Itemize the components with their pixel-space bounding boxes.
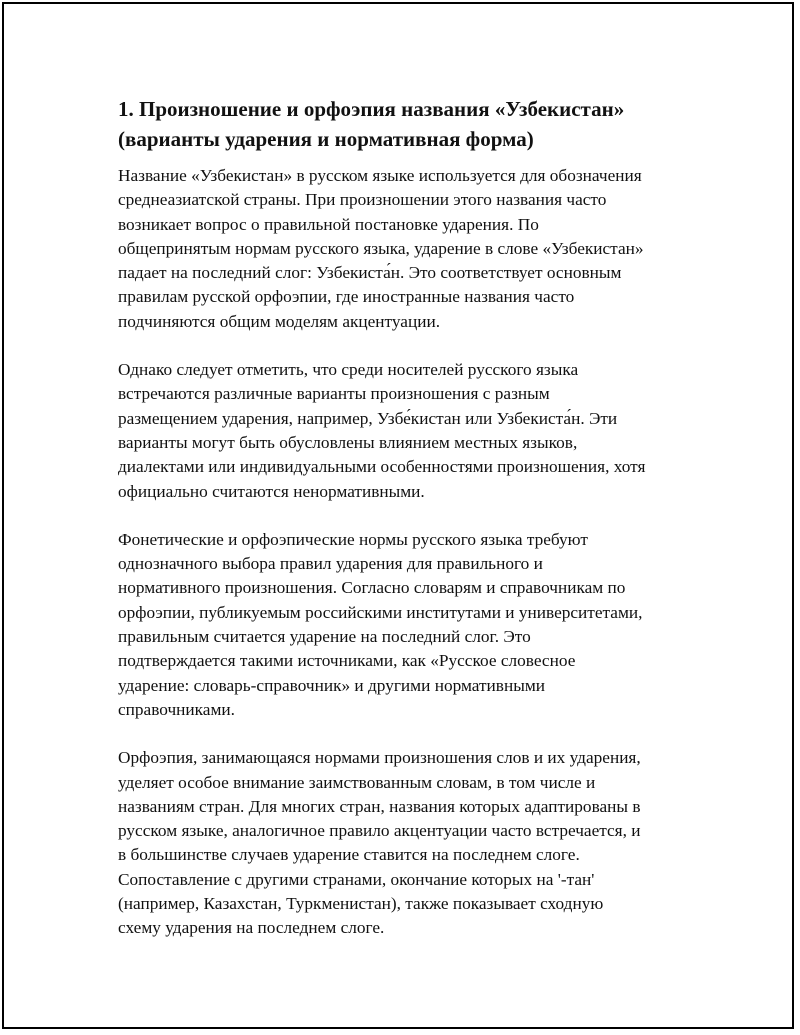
text-line: падает на последний слог: Узбекиста́н. Это соответствует основным — [118, 263, 622, 283]
text-line: в большинстве случаев ударение ставится на последнем слоге. — [118, 845, 580, 865]
heading-line: (варианты ударения и нормативная форма) — [118, 127, 534, 151]
section-heading — [118, 94, 698, 154]
paragraph-1 — [118, 164, 698, 334]
text-line: размещением ударения, например, Узбе́кистан или Узбекиста́н. Эти — [118, 408, 618, 428]
text-line: схему ударения на последнем слоге. — [118, 918, 385, 938]
document-body — [118, 94, 698, 965]
paragraph-3 — [118, 528, 698, 722]
text-line: русском языке, аналогичное правило акцентуации часто встречается, и — [118, 821, 641, 841]
text-line: Орфоэпия, занимающаяся нормами произношения слов и их ударения, — [118, 748, 641, 768]
text-line: правилам русской орфоэпии, где иностранные названия часто — [118, 287, 575, 307]
text-line: однозначного выбора правил ударения для правильного и — [118, 554, 543, 574]
text-line: варианты могут быть обусловлены влиянием местных языков, — [118, 432, 578, 452]
text-line: официально считаются ненормативными. — [118, 481, 425, 501]
text-line: подчиняются общим моделям акцентуации. — [118, 311, 441, 331]
text-line: диалектами или индивидуальными особенностями произношения, хотя — [118, 457, 646, 477]
text-line: уделяет особое внимание заимствованным словам, в том числе и — [118, 772, 596, 792]
text-line: возникает вопрос о правильной постановке ударения. По — [118, 214, 539, 234]
text-line: подтверждается такими источниками, как «Русское словесное — [118, 651, 576, 671]
heading-line: 1. Произношение и орфоэпия названия «Узбекистан» — [118, 97, 625, 121]
paragraph-2 — [118, 358, 698, 504]
text-line: общепринятым нормам русского языка, ударение в слове «Узбекистан» — [118, 238, 644, 258]
text-line: Фонетические и орфоэпические нормы русского языка требуют — [118, 529, 588, 549]
paragraph-4 — [118, 746, 698, 940]
text-line: Однако следует отметить, что среди носителей русского языка — [118, 360, 579, 380]
text-line: встречаются различные варианты произношения с разным — [118, 384, 550, 404]
text-line: справочниками. — [118, 699, 235, 719]
text-line: названиям стран. Для многих стран, названия которых адаптированы в — [118, 796, 641, 816]
text-line: (например, Казахстан, Туркменистан), также показывает сходную — [118, 894, 604, 914]
text-line: Сопоставление с другими странами, окончание которых на '-тан' — [118, 869, 595, 889]
text-line: нормативного произношения. Согласно словарям и справочникам по — [118, 578, 626, 598]
text-line: среднеазиатской страны. При произношении этого названия часто — [118, 190, 607, 210]
text-line: орфоэпии, публикуемым российскими институтами и университетами, — [118, 602, 643, 622]
text-line: ударение: словарь-справочник» и другими нормативными — [118, 675, 546, 695]
text-line: Название «Узбекистан» в русском языке используется для обозначения — [118, 166, 642, 185]
text-line: правильным считается ударение на последний слог. Это — [118, 627, 531, 647]
